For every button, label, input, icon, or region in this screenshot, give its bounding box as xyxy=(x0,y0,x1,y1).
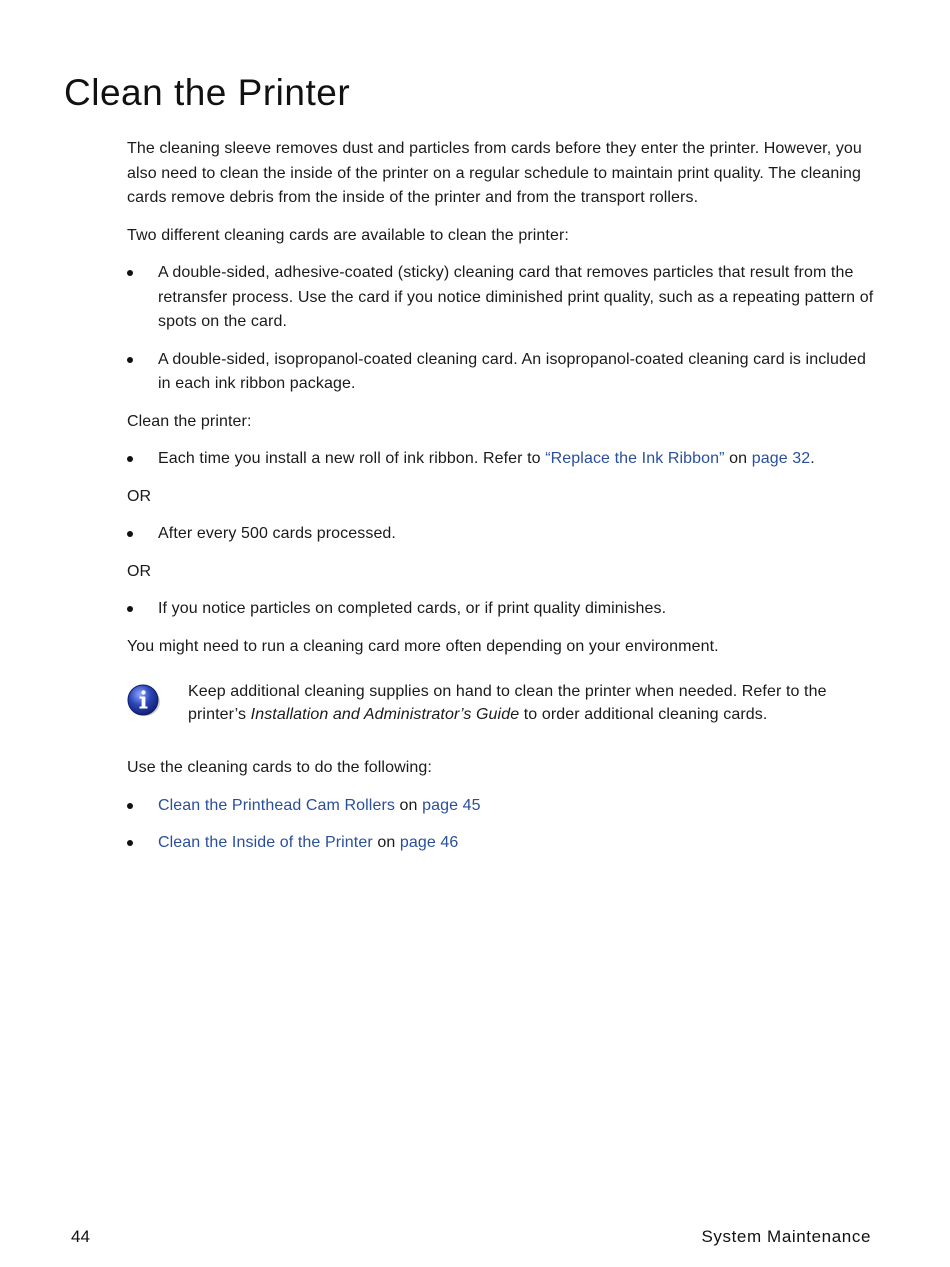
period-text: . xyxy=(810,450,815,467)
bullet-icon xyxy=(127,357,133,363)
list-item xyxy=(127,522,877,547)
guide-title: Installation and Administrator’s Guide xyxy=(250,705,520,723)
condition-text: After every 500 cards processed. xyxy=(158,525,396,542)
list-item xyxy=(127,831,877,856)
or-separator: OR xyxy=(127,562,152,580)
info-note xyxy=(127,681,877,726)
page-45-link[interactable]: page 45 xyxy=(422,796,481,814)
list-item xyxy=(127,348,877,397)
page-32-link[interactable]: page 32 xyxy=(751,450,811,467)
environment-paragraph: You might need to run a cleaning card more often depending on your environment. xyxy=(127,637,719,655)
list-item xyxy=(127,447,877,472)
condition-text: If you notice particles on completed cards, or if print quality diminishes. xyxy=(158,600,667,617)
bullet-icon xyxy=(127,606,133,612)
clean-when-paragraph: Clean the printer: xyxy=(127,412,252,430)
card-type-text: A double-sided, adhesive-coated (sticky) cleaning card that removes particles that result from the retransfer process. Use the card if you notice diminished print quality, such as a repeating pattern of spots on the card. xyxy=(158,264,874,330)
info-icon xyxy=(127,683,161,717)
page-number: 44 xyxy=(71,1227,90,1246)
inside-printer-link[interactable]: Clean the Inside of the Printer xyxy=(158,834,373,851)
bullet-icon xyxy=(127,531,133,537)
note-text: Keep additional cleaning supplies on hand to clean the printer when needed. Refer to the printer’s xyxy=(188,683,827,723)
section-title: System Maintenance xyxy=(701,1227,871,1246)
condition-text: Each time you install a new roll of ink ribbon. Refer to xyxy=(158,450,546,467)
bullet-icon xyxy=(127,803,133,809)
cards-intro-paragraph: Two different cleaning cards are available to clean the printer: xyxy=(127,226,569,244)
list-item xyxy=(127,794,877,819)
list-item xyxy=(127,261,877,335)
list-item xyxy=(127,597,877,622)
printhead-cam-rollers-link[interactable]: Clean the Printhead Cam Rollers xyxy=(158,796,395,814)
use-intro-paragraph: Use the cleaning cards to do the following: xyxy=(127,759,432,776)
replace-ink-ribbon-link[interactable]: “Replace the Ink Ribbon” xyxy=(545,450,725,467)
page-46-link[interactable]: page 46 xyxy=(399,834,459,851)
bullet-icon xyxy=(127,270,133,276)
note-text-end: to order additional cleaning cards. xyxy=(519,705,768,723)
on-text: on xyxy=(395,796,423,814)
on-text: on xyxy=(372,834,400,851)
page-title: Clean the Printer xyxy=(64,72,351,113)
intro-paragraph: The cleaning sleeve removes dust and particles from cards before they enter the printer. However, you also need to clean the inside of the printer on a regular schedule to maintain print quality. The cleaning cards remove debris from the inside of the printer and from the transport rollers. xyxy=(127,140,862,206)
or-separator: OR xyxy=(127,487,152,505)
bullet-icon xyxy=(127,456,133,462)
page-content xyxy=(127,137,877,869)
card-type-text: A double-sided, isopropanol-coated cleaning card. An isopropanol-coated cleaning card is included in each ink ribbon package. xyxy=(158,350,866,392)
bullet-icon xyxy=(127,840,133,846)
on-text: on xyxy=(724,450,752,467)
